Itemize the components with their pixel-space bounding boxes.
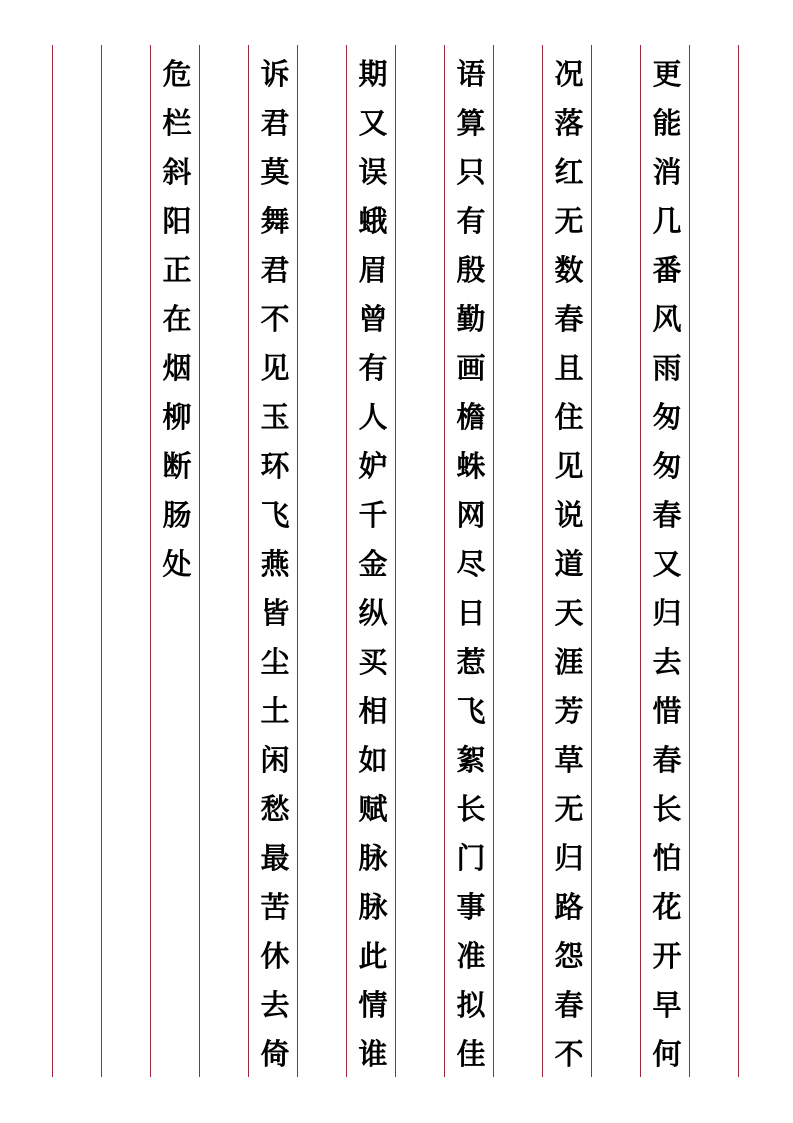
character: 长	[652, 792, 682, 826]
character: 怨	[554, 939, 584, 973]
character: 舞	[260, 204, 290, 238]
character: 金	[358, 547, 388, 581]
character: 尽	[456, 547, 486, 581]
character: 土	[260, 694, 290, 728]
character: 蛛	[456, 449, 486, 483]
character: 番	[652, 253, 682, 287]
character: 春	[554, 988, 584, 1022]
character: 闲	[260, 743, 290, 777]
character: 在	[162, 302, 192, 336]
character: 何	[652, 1037, 682, 1071]
character: 皆	[260, 596, 290, 630]
character: 数	[554, 253, 584, 287]
character: 此	[358, 939, 388, 973]
character: 脉	[358, 890, 388, 924]
character: 落	[554, 106, 584, 140]
character: 红	[554, 155, 584, 189]
character: 长	[456, 792, 486, 826]
column-rule	[101, 45, 102, 1077]
character: 匆	[652, 449, 682, 483]
character: 相	[358, 694, 388, 728]
character: 絮	[456, 743, 486, 777]
character: 匆	[652, 400, 682, 434]
character: 惜	[652, 694, 682, 728]
column-rule	[640, 45, 641, 1077]
character: 画	[456, 351, 486, 385]
text-column-4	[348, 50, 398, 1079]
character: 苦	[260, 890, 290, 924]
character: 阳	[162, 204, 192, 238]
character: 正	[162, 253, 192, 287]
character: 风	[652, 302, 682, 336]
character: 如	[358, 743, 388, 777]
column-rule	[52, 45, 53, 1077]
character: 殷	[456, 253, 486, 287]
character: 归	[554, 841, 584, 875]
character: 归	[652, 596, 682, 630]
character: 无	[554, 204, 584, 238]
character: 更	[652, 57, 682, 91]
character: 君	[260, 253, 290, 287]
character: 谁	[358, 1037, 388, 1071]
text-column-2	[544, 50, 594, 1079]
column-rule	[346, 45, 347, 1077]
character: 春	[554, 302, 584, 336]
character: 蛾	[358, 204, 388, 238]
character: 愁	[260, 792, 290, 826]
character: 燕	[260, 547, 290, 581]
character: 脉	[358, 841, 388, 875]
character: 网	[456, 498, 486, 532]
character: 见	[554, 449, 584, 483]
character: 檐	[456, 400, 486, 434]
character: 去	[260, 988, 290, 1022]
character: 不	[260, 302, 290, 336]
character: 日	[456, 596, 486, 630]
character: 门	[456, 841, 486, 875]
character: 有	[358, 351, 388, 385]
character: 见	[260, 351, 290, 385]
character: 准	[456, 939, 486, 973]
character: 消	[652, 155, 682, 189]
character: 能	[652, 106, 682, 140]
character: 涯	[554, 645, 584, 679]
character: 又	[652, 547, 682, 581]
character: 环	[260, 449, 290, 483]
text-column-6	[152, 50, 202, 589]
character: 去	[652, 645, 682, 679]
character: 惹	[456, 645, 486, 679]
character: 最	[260, 841, 290, 875]
character: 烟	[162, 351, 192, 385]
column-rule	[150, 45, 151, 1077]
text-column-1	[642, 50, 692, 1079]
character: 人	[358, 400, 388, 434]
character: 无	[554, 792, 584, 826]
character: 柳	[162, 400, 192, 434]
character: 栏	[162, 106, 192, 140]
character: 几	[652, 204, 682, 238]
character: 开	[652, 939, 682, 973]
character: 肠	[162, 498, 192, 532]
character: 花	[652, 890, 682, 924]
character: 玉	[260, 400, 290, 434]
character: 赋	[358, 792, 388, 826]
character: 不	[554, 1037, 584, 1071]
character: 君	[260, 106, 290, 140]
character: 且	[554, 351, 584, 385]
character: 住	[554, 400, 584, 434]
character: 有	[456, 204, 486, 238]
column-rule	[248, 45, 249, 1077]
character: 买	[358, 645, 388, 679]
character: 又	[358, 106, 388, 140]
character: 纵	[358, 596, 388, 630]
character: 天	[554, 596, 584, 630]
column-rule	[444, 45, 445, 1077]
character: 芳	[554, 694, 584, 728]
character: 道	[554, 547, 584, 581]
text-column-5	[250, 50, 300, 1079]
character: 千	[358, 498, 388, 532]
character: 说	[554, 498, 584, 532]
character: 休	[260, 939, 290, 973]
character: 只	[456, 155, 486, 189]
character: 春	[652, 498, 682, 532]
character: 语	[456, 57, 486, 91]
character: 拟	[456, 988, 486, 1022]
character: 佳	[456, 1037, 486, 1071]
character: 路	[554, 890, 584, 924]
character: 断	[162, 449, 192, 483]
character: 勤	[456, 302, 486, 336]
character: 危	[162, 57, 192, 91]
character: 斜	[162, 155, 192, 189]
text-column-3	[446, 50, 496, 1079]
character: 春	[652, 743, 682, 777]
column-rule	[542, 45, 543, 1077]
character: 早	[652, 988, 682, 1022]
character: 飞	[456, 694, 486, 728]
character: 尘	[260, 645, 290, 679]
character: 飞	[260, 498, 290, 532]
character: 莫	[260, 155, 290, 189]
character: 倚	[260, 1037, 290, 1071]
character: 算	[456, 106, 486, 140]
character: 眉	[358, 253, 388, 287]
character: 误	[358, 155, 388, 189]
character: 诉	[260, 57, 290, 91]
character: 妒	[358, 449, 388, 483]
character: 况	[554, 57, 584, 91]
character: 事	[456, 890, 486, 924]
character: 情	[358, 988, 388, 1022]
character: 草	[554, 743, 584, 777]
character: 期	[358, 57, 388, 91]
character: 怕	[652, 841, 682, 875]
character: 处	[162, 547, 192, 581]
column-rule	[738, 45, 739, 1077]
character: 曾	[358, 302, 388, 336]
character: 雨	[652, 351, 682, 385]
